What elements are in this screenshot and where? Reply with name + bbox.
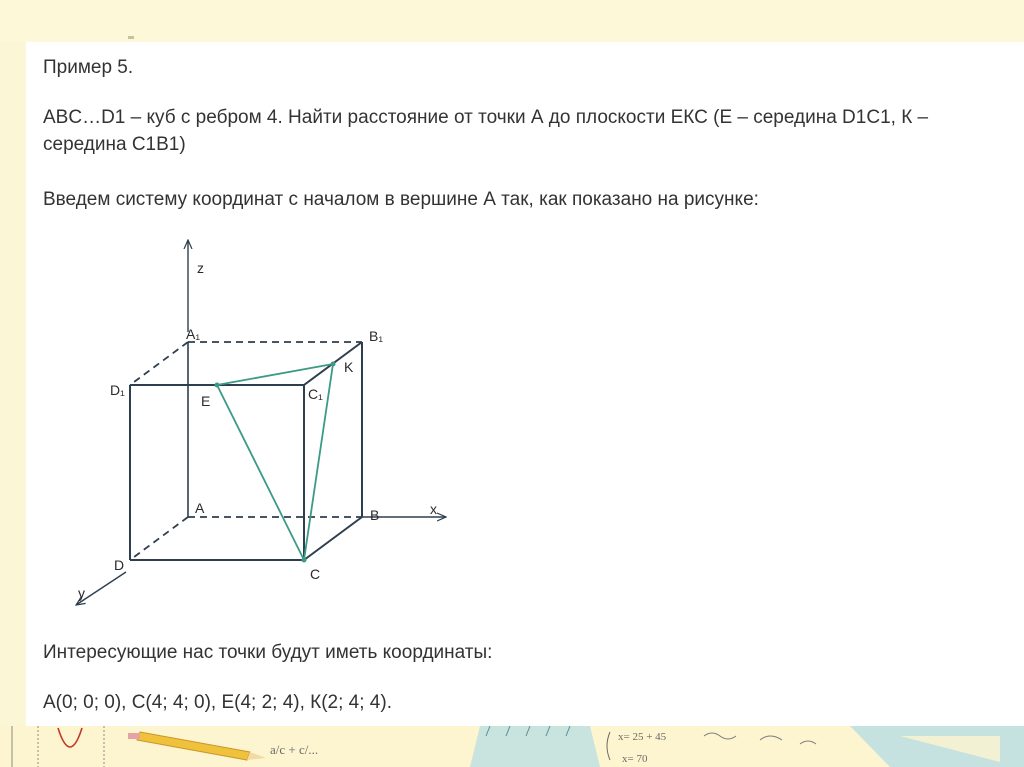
task-line-1: ABC…D1 – куб с ребром 4. Найти расстояние от точки А до плоскости ЕКС (Е – середина D1C1, К – xyxy=(43,107,929,128)
visible-edges xyxy=(130,342,362,560)
top-band xyxy=(0,0,1024,42)
slide xyxy=(26,42,1024,726)
cube-figure xyxy=(26,42,1024,642)
label-C1: C₁ xyxy=(308,386,323,402)
curve-doodle xyxy=(704,733,816,744)
pencil-icon xyxy=(128,732,266,760)
segment-E-C xyxy=(217,385,304,560)
label-A: A xyxy=(195,500,205,516)
label-E: E xyxy=(201,393,211,409)
ruler-icon xyxy=(470,726,600,767)
label-C: C xyxy=(310,566,321,582)
edge-C-B xyxy=(304,517,362,560)
label-A1: A₁ xyxy=(186,326,201,342)
label-x: x xyxy=(430,501,437,517)
fraction-doodle: a/c + c/... xyxy=(270,742,319,757)
task-line-2: середина С1В1) xyxy=(43,134,186,155)
graph-doodle xyxy=(12,726,104,767)
label-D1: D₁ xyxy=(110,382,125,398)
label-D: D xyxy=(114,557,125,573)
decoration-art xyxy=(0,726,1024,767)
segment-E-K xyxy=(217,364,333,385)
coordinates-text: А(0; 0; 0), С(4; 4; 0), Е(4; 2; 4), К(2; 4; 4). xyxy=(43,692,392,713)
edge-A1-D1 xyxy=(130,342,188,385)
formula-2: x= 70 xyxy=(622,753,648,765)
point-c-marker xyxy=(302,558,307,563)
label-B: B xyxy=(370,507,380,523)
point-k-marker xyxy=(331,362,336,367)
label-y: y xyxy=(78,585,85,601)
formula-1: x= 25 + 45 xyxy=(618,731,667,743)
point-e-marker xyxy=(215,383,220,388)
interest-text: Интересующие нас точки будут иметь координаты: xyxy=(43,642,493,663)
label-B1: B₁ xyxy=(369,328,384,344)
label-K: K xyxy=(344,359,354,375)
top-mark xyxy=(128,36,134,39)
edge-A-D xyxy=(130,517,188,560)
intro-text: Введем систему координат с началом в вершине А так, как показано на рисунке: xyxy=(43,189,759,210)
label-z: z xyxy=(197,260,204,276)
set-square-icon xyxy=(850,726,1024,767)
bottom-decoration xyxy=(0,726,1024,767)
example-title: Пример 5. xyxy=(43,57,134,78)
hidden-edges xyxy=(130,342,362,560)
